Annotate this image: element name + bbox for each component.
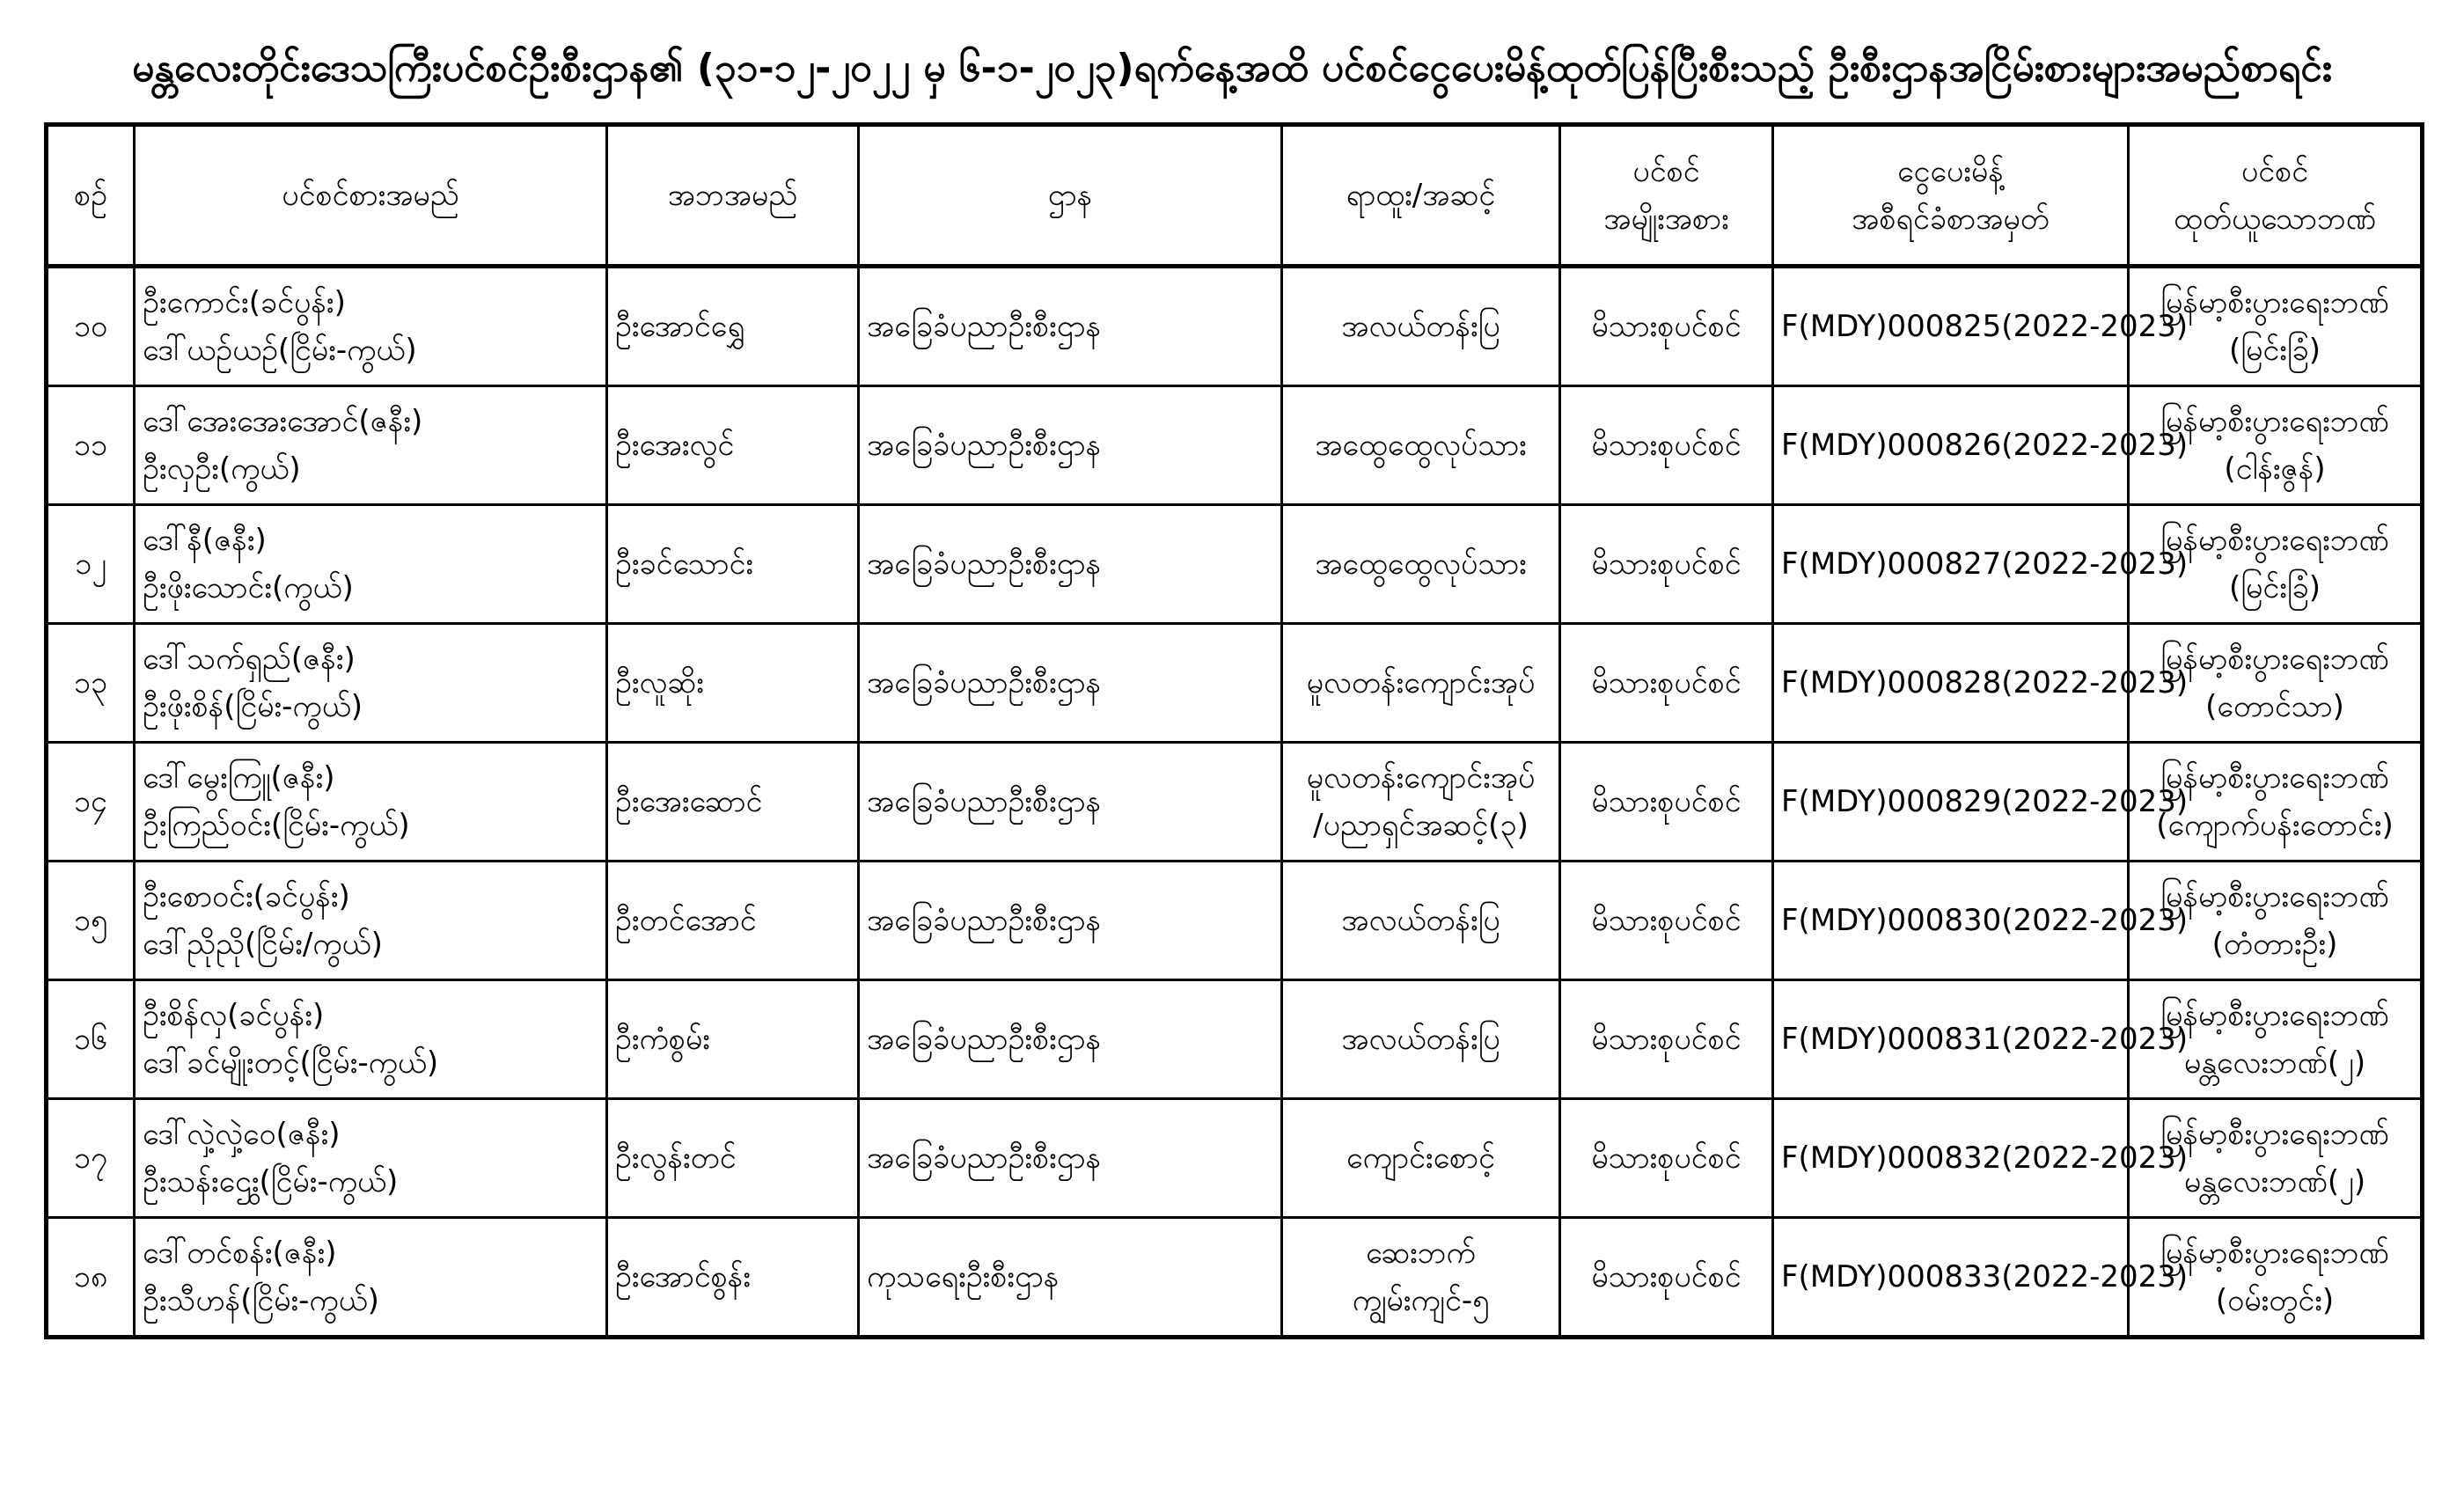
- cell-department: အခြေခံပညာဦးစီးဌာန: [859, 267, 1282, 386]
- cell-sn: ၁၀: [47, 267, 135, 386]
- cell-sn: ၁၃: [47, 624, 135, 743]
- cell-pensioner-name: ဒေါ်တင်စန်း(ဇနီး) ဦးသီဟန်(ငြိမ်း-ကွယ်): [135, 1218, 607, 1338]
- cell-position: ဆေးဘက် ကျွမ်းကျင်-၅: [1282, 1218, 1560, 1338]
- cell-position: အထွေထွေလုပ်သား: [1282, 505, 1560, 624]
- cell-father-name: ဦးအေးလွင်: [607, 386, 859, 505]
- cell-bank: မြန်မာ့စီးပွားရေးဘဏ် မန္တလေးဘဏ်(၂): [2129, 980, 2423, 1099]
- cell-pensioner-name: ဦးစိန်လှ(ခင်ပွန်း) ဒေါ်ခင်မျိုးတင့်(ငြိမ်း-ကွယ်): [135, 980, 607, 1099]
- cell-pensioner-name: ဒေါ်လှဲ့လှဲ့ဝေ(ဇနီး) ဦးသန်းဌွေး(ငြိမ်း-ကွယ်): [135, 1099, 607, 1218]
- cell-license-number: F(MDY)000825(2022-2023): [1773, 267, 2129, 386]
- header-bank: ပင်စင် ထုတ်ယူသောဘဏ်: [2129, 125, 2423, 267]
- header-name: ပင်စင်စားအမည်: [135, 125, 607, 267]
- cell-bank: မြန်မာ့စီးပွားရေးဘဏ် (တောင်သာ): [2129, 624, 2423, 743]
- cell-father-name: ဦးအောင်ရွှေ: [607, 267, 859, 386]
- table-row: [47, 980, 2423, 1099]
- header-license: ငွေပေးမိန့် အစီရင်ခံစာအမှတ်: [1773, 125, 2129, 267]
- cell-pension-type: မိသားစုပင်စင်: [1560, 267, 1773, 386]
- header-father: အဘအမည်: [607, 125, 859, 267]
- cell-license-number: F(MDY)000833(2022-2023): [1773, 1218, 2129, 1338]
- cell-sn: ၁၂: [47, 505, 135, 624]
- cell-license-number: F(MDY)000832(2022-2023): [1773, 1099, 2129, 1218]
- table-row: [47, 743, 2423, 862]
- cell-pensioner-name: ဦးကောင်း(ခင်ပွန်း) ဒေါ်ယဉ်ယဉ်(ငြိမ်း-ကွယ်): [135, 267, 607, 386]
- cell-department: အခြေခံပညာဦးစီးဌာန: [859, 862, 1282, 980]
- page-title: မန္တလေးတိုင်းဒေသကြီးပင်စင်ဦးစီးဌာန၏ (၃၁-၁၂-၂၀၂၂ မှ ၆-၁-၂၀၂၃)ရက်နေ့အထိ ပင်စင်ငွေပေးမိန့်ထုတ်ပြန်ပြီးစီးသည့် ဦးစီးဌာနအငြိမ်းစားများအမည်စာရင်း: [132, 46, 2332, 91]
- cell-department: အခြေခံပညာဦးစီးဌာန: [859, 386, 1282, 505]
- cell-bank: မြန်မာ့စီးပွားရေးဘဏ် (မြင်းခြံ): [2129, 267, 2423, 386]
- table-header-row: [47, 125, 2423, 267]
- table-row: [47, 505, 2423, 624]
- cell-pensioner-name: ဒေါ်အေးအေးအောင်(ဇနီး) ဦးလှဦး(ကွယ်): [135, 386, 607, 505]
- cell-sn: ၁၁: [47, 386, 135, 505]
- cell-license-number: F(MDY)000827(2022-2023): [1773, 505, 2129, 624]
- cell-position: မူလတန်းကျောင်းအုပ် /ပညာရှင်အဆင့်(၃): [1282, 743, 1560, 862]
- cell-sn: ၁၄: [47, 743, 135, 862]
- cell-father-name: ဦးအောင်စွန်း: [607, 1218, 859, 1338]
- cell-father-name: ဦးတင်အောင်: [607, 862, 859, 980]
- table-row: [47, 862, 2423, 980]
- cell-department: အခြေခံပညာဦးစီးဌာန: [859, 743, 1282, 862]
- cell-bank: မြန်မာ့စီးပွားရေးဘဏ် (ငါန်းဇွန်): [2129, 386, 2423, 505]
- cell-pensioner-name: ဒေါ်မွေးကြူ(ဇနီး) ဦးကြည်ဝင်း(ငြိမ်း-ကွယ်): [135, 743, 607, 862]
- table-row: [47, 624, 2423, 743]
- table-row: [47, 267, 2423, 386]
- cell-father-name: ဦးလူဆိုး: [607, 624, 859, 743]
- cell-sn: ၁၅: [47, 862, 135, 980]
- cell-bank: မြန်မာ့စီးပွားရေးဘဏ် မန္တလေးဘဏ်(၂): [2129, 1099, 2423, 1218]
- cell-pension-type: မိသားစုပင်စင်: [1560, 1218, 1773, 1338]
- cell-position: မူလတန်းကျောင်းအုပ်: [1282, 624, 1560, 743]
- cell-department: ကုသရေးဦးစီးဌာန: [859, 1218, 1282, 1338]
- cell-pension-type: မိသားစုပင်စင်: [1560, 386, 1773, 505]
- cell-bank: မြန်မာ့စီးပွားရေးဘဏ် (ကျောက်ပန်းတောင်း): [2129, 743, 2423, 862]
- cell-sn: ၁၆: [47, 980, 135, 1099]
- cell-bank: မြန်မာ့စီးပွားရေးဘဏ် (ဝမ်းတွင်း): [2129, 1218, 2423, 1338]
- cell-position: အလယ်တန်းပြ: [1282, 980, 1560, 1099]
- cell-license-number: F(MDY)000831(2022-2023): [1773, 980, 2129, 1099]
- cell-bank: မြန်မာ့စီးပွားရေးဘဏ် (တံတားဦး): [2129, 862, 2423, 980]
- cell-license-number: F(MDY)000829(2022-2023): [1773, 743, 2129, 862]
- cell-position: အလယ်တန်းပြ: [1282, 862, 1560, 980]
- cell-department: အခြေခံပညာဦးစီးဌာန: [859, 624, 1282, 743]
- cell-sn: ၁၇: [47, 1099, 135, 1218]
- cell-department: အခြေခံပညာဦးစီးဌာန: [859, 1099, 1282, 1218]
- table-row: [47, 1099, 2423, 1218]
- table-row: [47, 1218, 2423, 1338]
- cell-license-number: F(MDY)000828(2022-2023): [1773, 624, 2129, 743]
- cell-pension-type: မိသားစုပင်စင်: [1560, 624, 1773, 743]
- header-department: ဌာန: [859, 125, 1282, 267]
- cell-pensioner-name: ဒေါ်နီ(ဇနီး) ဦးဖိုးသောင်း(ကွယ်): [135, 505, 607, 624]
- cell-department: အခြေခံပညာဦးစီးဌာန: [859, 505, 1282, 624]
- cell-pension-type: မိသားစုပင်စင်: [1560, 743, 1773, 862]
- cell-position: အထွေထွေလုပ်သား: [1282, 386, 1560, 505]
- cell-position: အလယ်တန်းပြ: [1282, 267, 1560, 386]
- cell-pensioner-name: ဒေါ်သက်ရှည်(ဇနီး) ဦးဖိုးစိန်(ငြိမ်း-ကွယ်): [135, 624, 607, 743]
- cell-bank: မြန်မာ့စီးပွားရေးဘဏ် (မြင်းခြံ): [2129, 505, 2423, 624]
- cell-pension-type: မိသားစုပင်စင်: [1560, 1099, 1773, 1218]
- cell-department: အခြေခံပညာဦးစီးဌာန: [859, 980, 1282, 1099]
- header-pension-type: ပင်စင် အမျိုးအစား: [1560, 125, 1773, 267]
- cell-father-name: ဦးခင်သောင်း: [607, 505, 859, 624]
- cell-position: ကျောင်းစောင့်: [1282, 1099, 1560, 1218]
- cell-pension-type: မိသားစုပင်စင်: [1560, 980, 1773, 1099]
- cell-father-name: ဦးလွန်းတင်: [607, 1099, 859, 1218]
- cell-license-number: F(MDY)000826(2022-2023): [1773, 386, 2129, 505]
- header-position: ရာထူး/အဆင့်: [1282, 125, 1560, 267]
- cell-father-name: ဦးကံစွမ်း: [607, 980, 859, 1099]
- cell-pension-type: မိသားစုပင်စင်: [1560, 505, 1773, 624]
- cell-father-name: ဦးအေးဆောင်: [607, 743, 859, 862]
- header-sn: စဉ်: [47, 125, 135, 267]
- table-row: [47, 386, 2423, 505]
- cell-license-number: F(MDY)000830(2022-2023): [1773, 862, 2129, 980]
- cell-pension-type: မိသားစုပင်စင်: [1560, 862, 1773, 980]
- cell-pensioner-name: ဦးစောဝင်း(ခင်ပွန်း) ဒေါ်ညိုညို(ငြိမ်း/ကွယ်): [135, 862, 607, 980]
- pensioner-table: [44, 122, 2424, 1339]
- cell-sn: ၁၈: [47, 1218, 135, 1338]
